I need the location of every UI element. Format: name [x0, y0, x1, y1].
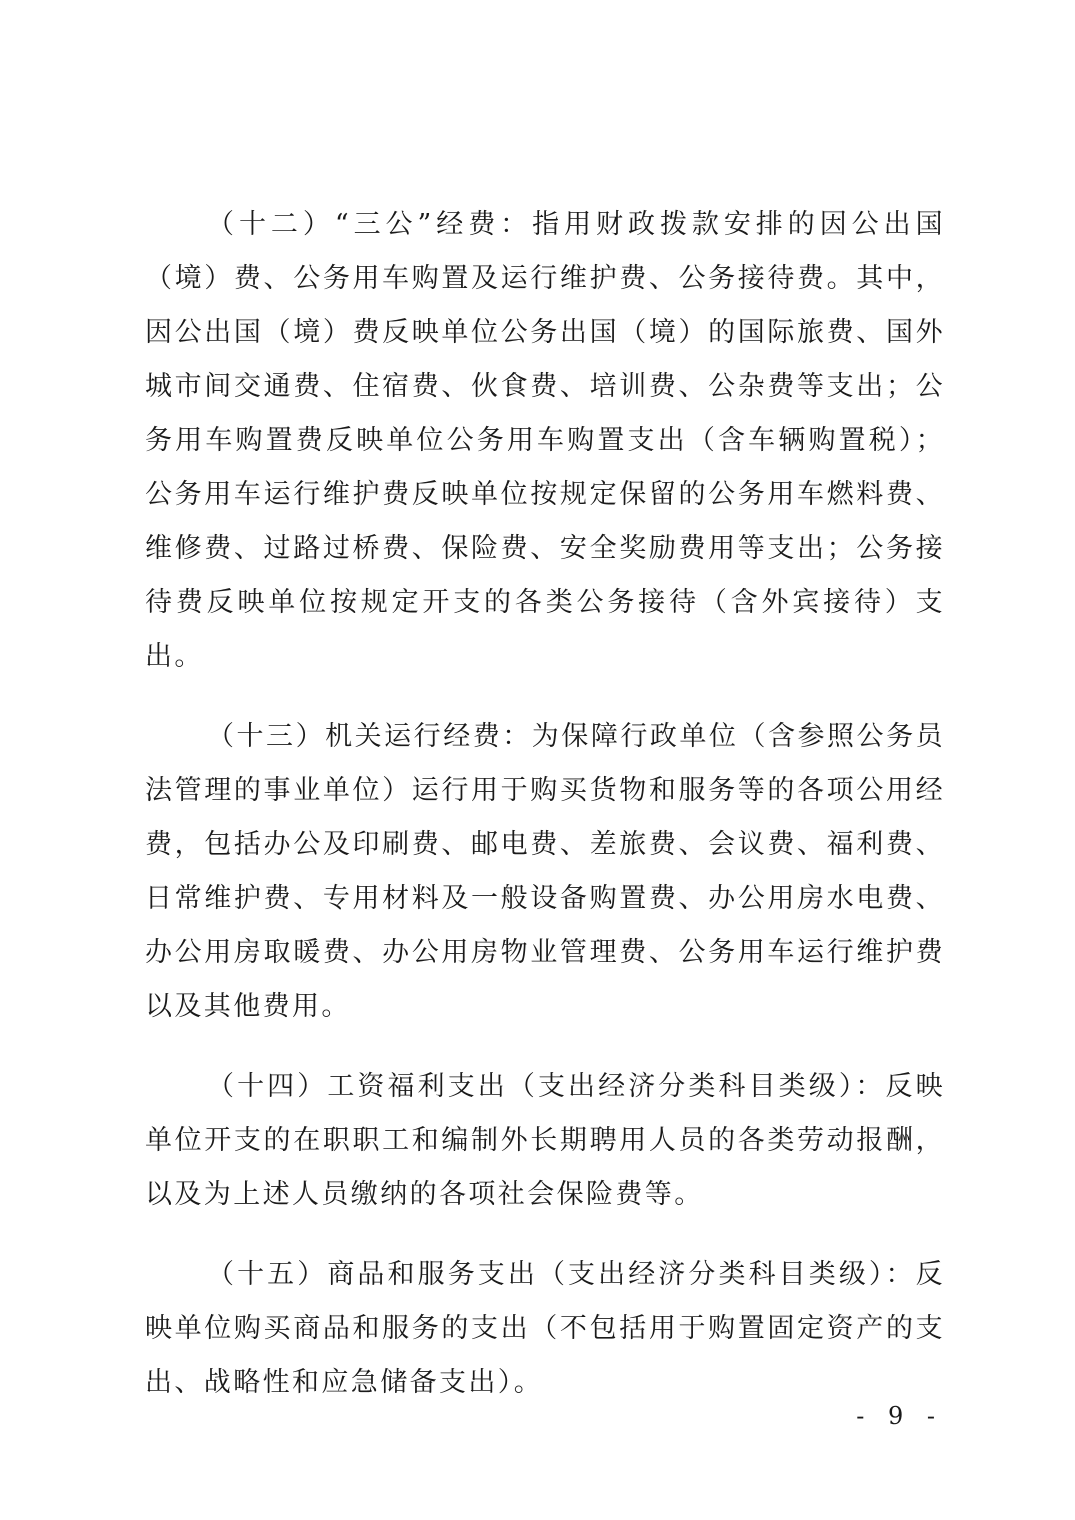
paragraph-goods-services-expenditure: （十五）商品和服务支出（支出经济分类科目类级）：反映单位购买商品和服务的支出（不包括用于购置固定资产的支出、战略性和应急储备支出）。 [145, 1259, 945, 1398]
body-text [145, 198, 945, 1436]
page-number: - 9 - [856, 1402, 943, 1430]
paragraph-wage-welfare-expenditure: （十四）工资福利支出（支出经济分类科目类级）：反映单位开支的在职职工和编制外长期聘用人员的各类劳动报酬，以及为上述人员缴纳的各项社会保险费等。 [145, 1071, 945, 1210]
paragraph-san-gong-funds: （十二）“三公”经费：指用财政拨款安排的因公出国（境）费、公务用车购置及运行维护费、公务接待费。其中，因公出国（境）费反映单位公务出国（境）的国际旅费、国外城市间交通费、住宿费、伙食费、培训费、公杂费等支出；公务用车购置费反映单位公务用车购置支出（含车辆购置税）；公务用车运行维护费反映单位按规定保留的公务用车燃料费、维修费、过路过桥费、保险费、安全奖励费用等支出；公务接待费反映单位按规定开支的各类公务接待（含外宾接待）支出。 [145, 209, 945, 672]
paragraph-agency-operating-funds: （十三）机关运行经费：为保障行政单位（含参照公务员法管理的事业单位）运行用于购买货物和服务等的各项公用经费，包括办公及印刷费、邮电费、差旅费、会议费、福利费、日常维护费、专用材料及一般设备购置费、办公用房水电费、办公用房取暖费、办公用房物业管理费、公务用车运行维护费以及其他费用。 [145, 721, 945, 1022]
